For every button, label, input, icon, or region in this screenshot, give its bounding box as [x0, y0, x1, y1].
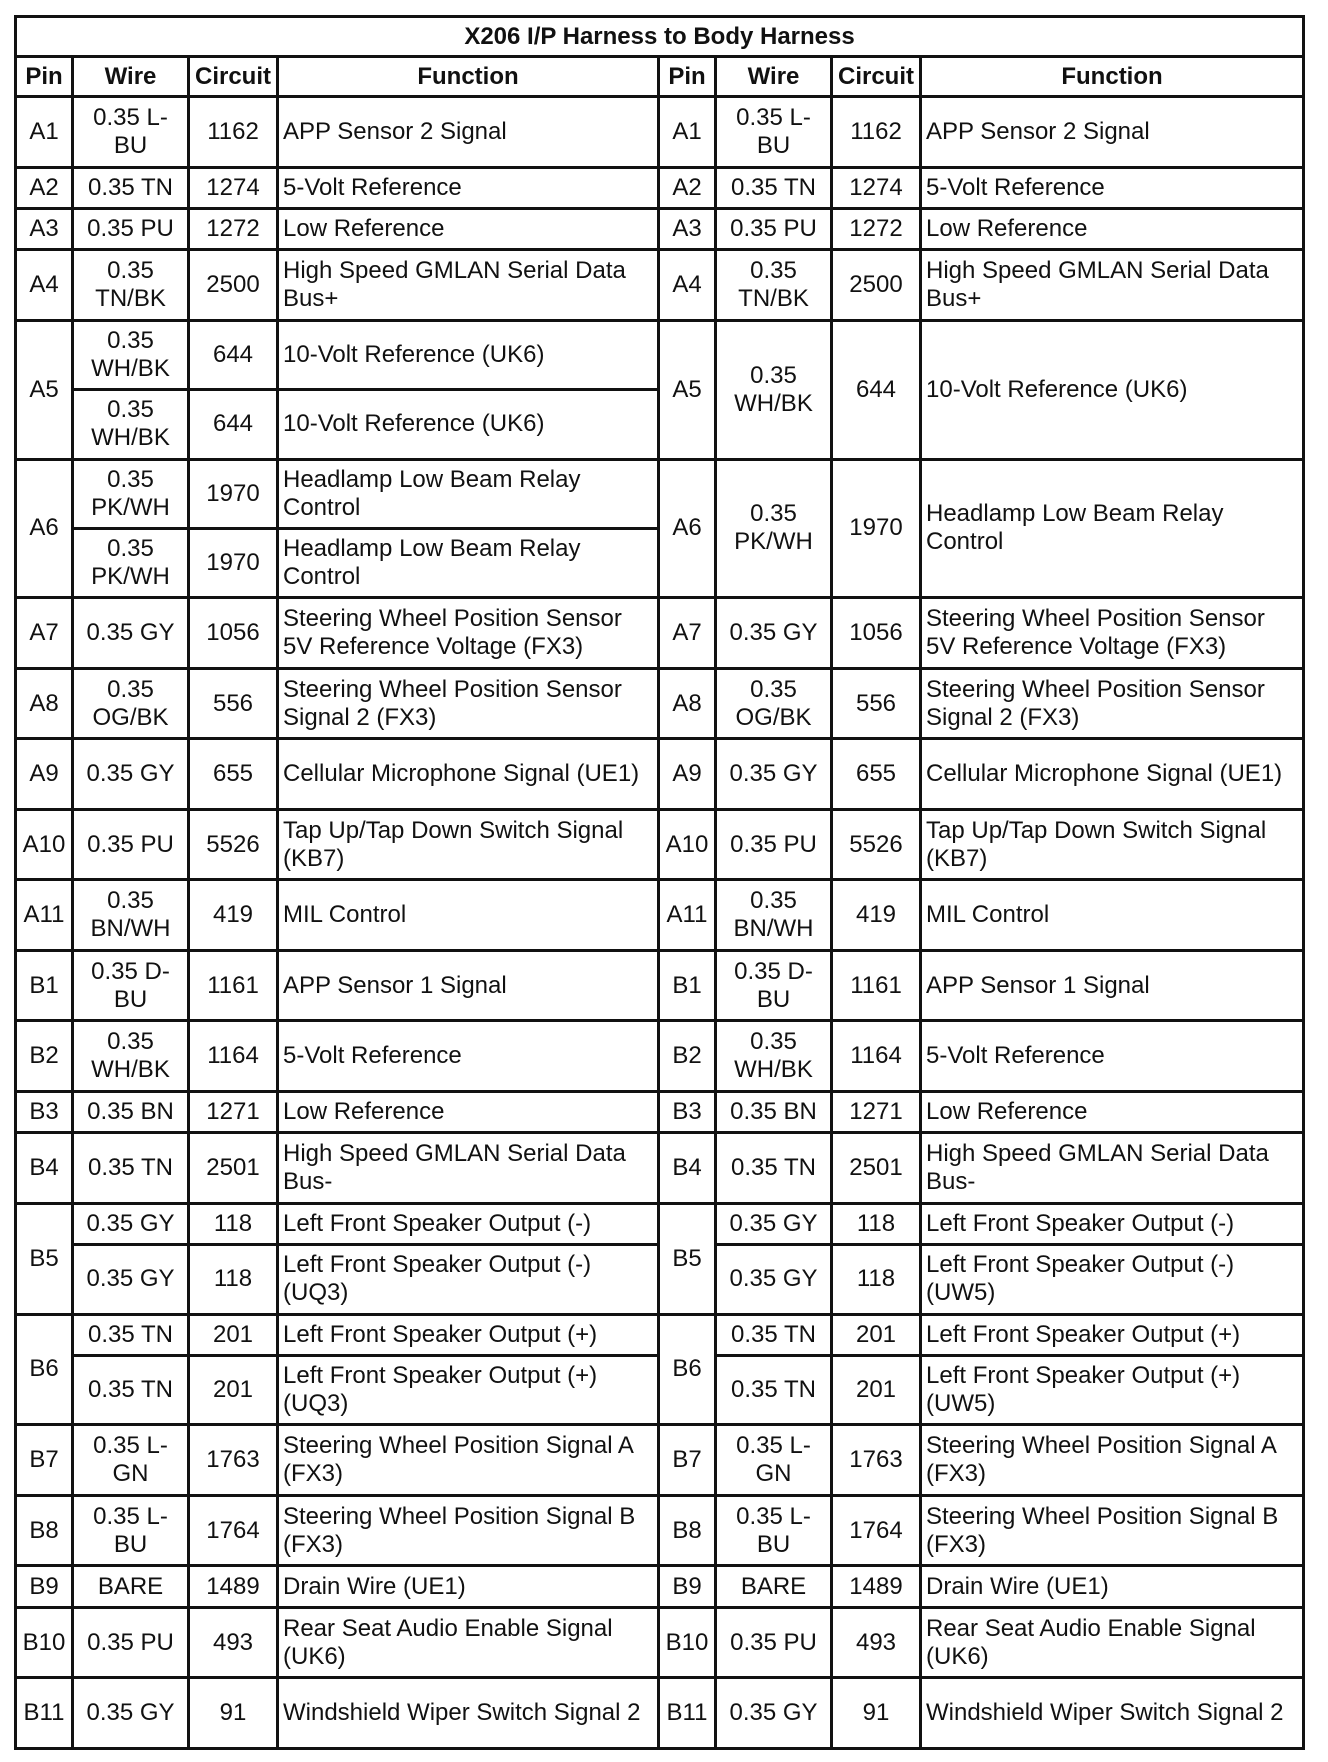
left-pin-cell: A8	[16, 668, 73, 739]
left-wire-cell: 0.35 PK/WH	[73, 528, 189, 597]
left-wire-cell: 0.35 PU	[73, 208, 189, 249]
right-wire-cell: BARE	[716, 1566, 832, 1607]
right-circuit-cell: 2500	[832, 250, 921, 321]
left-function-cell: Tap Up/Tap Down Switch Signal (KB7)	[278, 809, 659, 880]
right-function-cell: Steering Wheel Position Sensor 5V Reference Voltage (FX3)	[921, 598, 1304, 669]
right-circuit-cell: 1764	[832, 1495, 921, 1566]
left-wire-cell: 0.35 TN	[73, 1133, 189, 1204]
left-pin-cell: B9	[16, 1566, 73, 1607]
right-pin-cell: B2	[659, 1021, 716, 1092]
left-wire-cell: 0.35 TN	[73, 1314, 189, 1355]
right-pin-cell: B6	[659, 1314, 716, 1425]
left-pin-cell: A5	[16, 320, 73, 459]
header-function: Function	[921, 57, 1304, 97]
left-pin-cell: A3	[16, 208, 73, 249]
table-row	[16, 1495, 1304, 1566]
right-wire-cell: 0.35 TN/BK	[716, 250, 832, 321]
table-row	[16, 1425, 1304, 1496]
right-pin-cell: A6	[659, 459, 716, 598]
header-row	[16, 57, 1304, 97]
right-pin-cell: B9	[659, 1566, 716, 1607]
right-circuit-cell: 201	[832, 1355, 921, 1424]
right-wire-cell: 0.35 WH/BK	[716, 320, 832, 459]
left-function-cell: Steering Wheel Position Sensor Signal 2 (FX3)	[278, 668, 659, 739]
right-circuit-cell: 201	[832, 1314, 921, 1355]
left-circuit-cell: 118	[189, 1203, 278, 1244]
right-function-cell: Steering Wheel Position Signal B (FX3)	[921, 1495, 1304, 1566]
right-pin-cell: A11	[659, 880, 716, 951]
right-function-cell: High Speed GMLAN Serial Data Bus+	[921, 250, 1304, 321]
right-circuit-cell: 1489	[832, 1566, 921, 1607]
right-circuit-cell: 1056	[832, 598, 921, 669]
right-function-cell: APP Sensor 2 Signal	[921, 97, 1304, 168]
right-pin-cell: A1	[659, 97, 716, 168]
right-pin-cell: A2	[659, 167, 716, 208]
right-function-cell: Low Reference	[921, 208, 1304, 249]
left-wire-cell: 0.35 TN/BK	[73, 250, 189, 321]
table-row	[16, 1133, 1304, 1204]
right-function-cell: 5-Volt Reference	[921, 167, 1304, 208]
left-circuit-cell: 644	[189, 320, 278, 389]
left-pin-cell: A10	[16, 809, 73, 880]
table-row	[16, 739, 1304, 810]
right-wire-cell: 0.35 PU	[716, 208, 832, 249]
right-circuit-cell: 556	[832, 668, 921, 739]
left-function-cell: Steering Wheel Position Signal B (FX3)	[278, 1495, 659, 1566]
right-circuit-cell: 419	[832, 880, 921, 951]
right-pin-cell: B3	[659, 1091, 716, 1132]
header-wire: Wire	[73, 57, 189, 97]
left-wire-cell: 0.35 L-GN	[73, 1425, 189, 1496]
left-circuit-cell: 1489	[189, 1566, 278, 1607]
right-pin-cell: A9	[659, 739, 716, 810]
left-circuit-cell: 2501	[189, 1133, 278, 1204]
left-wire-cell: BARE	[73, 1566, 189, 1607]
left-function-cell: 5-Volt Reference	[278, 1021, 659, 1092]
left-pin-cell: B4	[16, 1133, 73, 1204]
table-row	[16, 167, 1304, 208]
right-function-cell: Steering Wheel Position Signal A (FX3)	[921, 1425, 1304, 1496]
right-circuit-cell: 1161	[832, 950, 921, 1021]
right-wire-cell: 0.35 GY	[716, 598, 832, 669]
right-circuit-cell: 118	[832, 1203, 921, 1244]
left-wire-cell: 0.35 WH/BK	[73, 1021, 189, 1092]
left-pin-cell: A1	[16, 97, 73, 168]
left-circuit-cell: 493	[189, 1607, 278, 1678]
left-function-cell: 5-Volt Reference	[278, 167, 659, 208]
left-circuit-cell: 1272	[189, 208, 278, 249]
left-function-cell: 10-Volt Reference (UK6)	[278, 390, 659, 459]
right-function-cell: Windshield Wiper Switch Signal 2	[921, 1678, 1304, 1749]
right-pin-cell: B5	[659, 1203, 716, 1314]
right-function-cell: Low Reference	[921, 1091, 1304, 1132]
left-pin-cell: A9	[16, 739, 73, 810]
left-function-cell: Rear Seat Audio Enable Signal (UK6)	[278, 1607, 659, 1678]
table-row	[16, 950, 1304, 1021]
left-wire-cell: 0.35 D-BU	[73, 950, 189, 1021]
right-pin-cell: A10	[659, 809, 716, 880]
left-circuit-cell: 2500	[189, 250, 278, 321]
right-circuit-cell: 1271	[832, 1091, 921, 1132]
left-wire-cell: 0.35 WH/BK	[73, 320, 189, 389]
left-pin-cell: B8	[16, 1495, 73, 1566]
right-function-cell: Headlamp Low Beam Relay Control	[921, 459, 1304, 598]
right-circuit-cell: 1162	[832, 97, 921, 168]
right-function-cell: Left Front Speaker Output (-)	[921, 1203, 1304, 1244]
table-row	[16, 880, 1304, 951]
left-circuit-cell: 655	[189, 739, 278, 810]
left-function-cell: Headlamp Low Beam Relay Control	[278, 459, 659, 528]
left-wire-cell: 0.35 GY	[73, 598, 189, 669]
right-function-cell: Steering Wheel Position Sensor Signal 2 (FX3)	[921, 668, 1304, 739]
right-function-cell: Left Front Speaker Output (-) (UW5)	[921, 1245, 1304, 1314]
right-wire-cell: 0.35 TN	[716, 1133, 832, 1204]
right-circuit-cell: 1272	[832, 208, 921, 249]
right-wire-cell: 0.35 GY	[716, 739, 832, 810]
left-pin-cell: A6	[16, 459, 73, 598]
left-pin-cell: A7	[16, 598, 73, 669]
right-wire-cell: 0.35 OG/BK	[716, 668, 832, 739]
right-wire-cell: 0.35 TN	[716, 1314, 832, 1355]
left-circuit-cell: 5526	[189, 809, 278, 880]
right-circuit-cell: 91	[832, 1678, 921, 1749]
right-function-cell: 5-Volt Reference	[921, 1021, 1304, 1092]
table-row	[16, 97, 1304, 168]
right-function-cell: APP Sensor 1 Signal	[921, 950, 1304, 1021]
right-pin-cell: B4	[659, 1133, 716, 1204]
header-wire: Wire	[716, 57, 832, 97]
table-row	[16, 1314, 1304, 1355]
right-wire-cell: 0.35 PU	[716, 809, 832, 880]
right-wire-cell: 0.35 TN	[716, 167, 832, 208]
left-circuit-cell: 1056	[189, 598, 278, 669]
left-circuit-cell: 1162	[189, 97, 278, 168]
right-function-cell: Cellular Microphone Signal (UE1)	[921, 739, 1304, 810]
left-wire-cell: 0.35 WH/BK	[73, 390, 189, 459]
left-circuit-cell: 201	[189, 1314, 278, 1355]
table-row	[16, 1607, 1304, 1678]
left-wire-cell: 0.35 GY	[73, 1678, 189, 1749]
left-function-cell: High Speed GMLAN Serial Data Bus-	[278, 1133, 659, 1204]
right-wire-cell: 0.35 D-BU	[716, 950, 832, 1021]
right-function-cell: MIL Control	[921, 880, 1304, 951]
left-pin-cell: A11	[16, 880, 73, 951]
table-row	[16, 1091, 1304, 1132]
header-pin: Pin	[16, 57, 73, 97]
pinout-table	[14, 15, 1305, 1750]
left-circuit-cell: 1764	[189, 1495, 278, 1566]
table-row	[16, 1021, 1304, 1092]
header-circuit: Circuit	[832, 57, 921, 97]
left-wire-cell: 0.35 GY	[73, 739, 189, 810]
left-pin-cell: A2	[16, 167, 73, 208]
pinout-table-container	[14, 15, 1302, 1750]
table-row	[16, 459, 1304, 528]
left-function-cell: Windshield Wiper Switch Signal 2	[278, 1678, 659, 1749]
right-circuit-cell: 118	[832, 1245, 921, 1314]
right-pin-cell: A8	[659, 668, 716, 739]
table-row	[16, 809, 1304, 880]
right-wire-cell: 0.35 GY	[716, 1678, 832, 1749]
table-row	[16, 1678, 1304, 1749]
left-circuit-cell: 91	[189, 1678, 278, 1749]
left-wire-cell: 0.35 BN	[73, 1091, 189, 1132]
left-function-cell: Drain Wire (UE1)	[278, 1566, 659, 1607]
right-wire-cell: 0.35 WH/BK	[716, 1021, 832, 1092]
left-wire-cell: 0.35 PK/WH	[73, 459, 189, 528]
left-function-cell: MIL Control	[278, 880, 659, 951]
left-function-cell: Left Front Speaker Output (+) (UQ3)	[278, 1355, 659, 1424]
header-pin: Pin	[659, 57, 716, 97]
left-pin-cell: B3	[16, 1091, 73, 1132]
left-function-cell: Left Front Speaker Output (-)	[278, 1203, 659, 1244]
right-circuit-cell: 493	[832, 1607, 921, 1678]
table-row	[16, 1566, 1304, 1607]
right-circuit-cell: 1274	[832, 167, 921, 208]
right-wire-cell: 0.35 GY	[716, 1245, 832, 1314]
table-row	[16, 208, 1304, 249]
right-wire-cell: 0.35 PK/WH	[716, 459, 832, 598]
table-row	[16, 1203, 1304, 1244]
left-pin-cell: B11	[16, 1678, 73, 1749]
left-function-cell: Left Front Speaker Output (+)	[278, 1314, 659, 1355]
left-circuit-cell: 419	[189, 880, 278, 951]
left-wire-cell: 0.35 TN	[73, 1355, 189, 1424]
right-pin-cell: B8	[659, 1495, 716, 1566]
left-function-cell: APP Sensor 2 Signal	[278, 97, 659, 168]
left-pin-cell: B2	[16, 1021, 73, 1092]
right-circuit-cell: 5526	[832, 809, 921, 880]
right-pin-cell: A7	[659, 598, 716, 669]
left-pin-cell: B7	[16, 1425, 73, 1496]
left-function-cell: Steering Wheel Position Signal A (FX3)	[278, 1425, 659, 1496]
left-function-cell: Low Reference	[278, 208, 659, 249]
right-circuit-cell: 644	[832, 320, 921, 459]
header-function: Function	[278, 57, 659, 97]
right-pin-cell: B11	[659, 1678, 716, 1749]
right-pin-cell: B10	[659, 1607, 716, 1678]
right-wire-cell: 0.35 L-BU	[716, 97, 832, 168]
right-wire-cell: 0.35 BN/WH	[716, 880, 832, 951]
right-function-cell: Left Front Speaker Output (+)	[921, 1314, 1304, 1355]
left-function-cell: 10-Volt Reference (UK6)	[278, 320, 659, 389]
header-circuit: Circuit	[189, 57, 278, 97]
right-wire-cell: 0.35 L-BU	[716, 1495, 832, 1566]
right-pin-cell: A4	[659, 250, 716, 321]
left-function-cell: Cellular Microphone Signal (UE1)	[278, 739, 659, 810]
right-pin-cell: B1	[659, 950, 716, 1021]
left-wire-cell: 0.35 BN/WH	[73, 880, 189, 951]
right-wire-cell: 0.35 PU	[716, 1607, 832, 1678]
left-circuit-cell: 201	[189, 1355, 278, 1424]
left-circuit-cell: 1164	[189, 1021, 278, 1092]
right-wire-cell: 0.35 L-GN	[716, 1425, 832, 1496]
right-function-cell: High Speed GMLAN Serial Data Bus-	[921, 1133, 1304, 1204]
left-function-cell: Headlamp Low Beam Relay Control	[278, 528, 659, 597]
left-wire-cell: 0.35 GY	[73, 1203, 189, 1244]
table-row	[16, 668, 1304, 739]
right-circuit-cell: 1763	[832, 1425, 921, 1496]
right-function-cell: Rear Seat Audio Enable Signal (UK6)	[921, 1607, 1304, 1678]
left-circuit-cell: 1161	[189, 950, 278, 1021]
left-wire-cell: 0.35 GY	[73, 1245, 189, 1314]
left-pin-cell: B6	[16, 1314, 73, 1425]
left-wire-cell: 0.35 TN	[73, 167, 189, 208]
left-pin-cell: A4	[16, 250, 73, 321]
right-circuit-cell: 655	[832, 739, 921, 810]
right-wire-cell: 0.35 BN	[716, 1091, 832, 1132]
table-row	[16, 250, 1304, 321]
left-circuit-cell: 118	[189, 1245, 278, 1314]
table-row	[16, 320, 1304, 389]
right-pin-cell: A3	[659, 208, 716, 249]
left-wire-cell: 0.35 PU	[73, 1607, 189, 1678]
table-title: X206 I/P Harness to Body Harness	[16, 17, 1304, 57]
left-circuit-cell: 644	[189, 390, 278, 459]
right-circuit-cell: 1970	[832, 459, 921, 598]
right-pin-cell: A5	[659, 320, 716, 459]
left-function-cell: High Speed GMLAN Serial Data Bus+	[278, 250, 659, 321]
table-row	[16, 598, 1304, 669]
left-circuit-cell: 556	[189, 668, 278, 739]
left-wire-cell: 0.35 PU	[73, 809, 189, 880]
left-circuit-cell: 1271	[189, 1091, 278, 1132]
left-function-cell: APP Sensor 1 Signal	[278, 950, 659, 1021]
right-function-cell: Tap Up/Tap Down Switch Signal (KB7)	[921, 809, 1304, 880]
right-circuit-cell: 2501	[832, 1133, 921, 1204]
left-pin-cell: B1	[16, 950, 73, 1021]
left-wire-cell: 0.35 L-BU	[73, 1495, 189, 1566]
left-circuit-cell: 1970	[189, 459, 278, 528]
left-circuit-cell: 1763	[189, 1425, 278, 1496]
left-pin-cell: B10	[16, 1607, 73, 1678]
right-function-cell: Left Front Speaker Output (+) (UW5)	[921, 1355, 1304, 1424]
right-wire-cell: 0.35 GY	[716, 1203, 832, 1244]
left-circuit-cell: 1274	[189, 167, 278, 208]
right-circuit-cell: 1164	[832, 1021, 921, 1092]
left-pin-cell: B5	[16, 1203, 73, 1314]
right-wire-cell: 0.35 TN	[716, 1355, 832, 1424]
left-wire-cell: 0.35 L-BU	[73, 97, 189, 168]
right-function-cell: Drain Wire (UE1)	[921, 1566, 1304, 1607]
right-function-cell: 10-Volt Reference (UK6)	[921, 320, 1304, 459]
left-wire-cell: 0.35 OG/BK	[73, 668, 189, 739]
left-function-cell: Steering Wheel Position Sensor 5V Reference Voltage (FX3)	[278, 598, 659, 669]
right-pin-cell: B7	[659, 1425, 716, 1496]
left-circuit-cell: 1970	[189, 528, 278, 597]
left-function-cell: Left Front Speaker Output (-) (UQ3)	[278, 1245, 659, 1314]
left-function-cell: Low Reference	[278, 1091, 659, 1132]
